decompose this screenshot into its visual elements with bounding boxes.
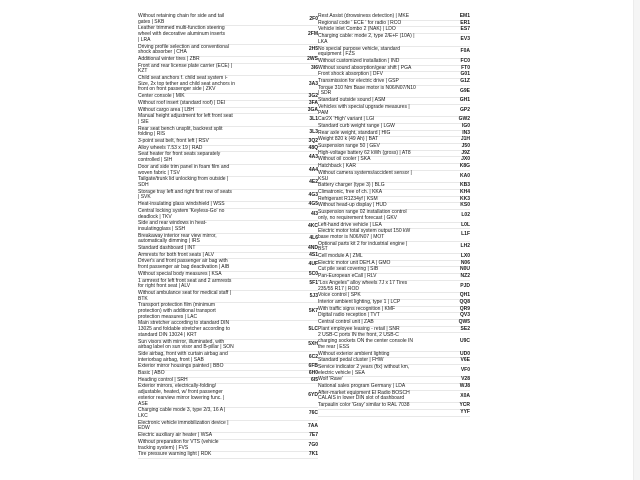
- equipment-description: Alloy wheels 7.53 x 19 | RAD: [138, 144, 203, 151]
- equipment-description: Optional parts kit 2 for industrial engine | BST: [318, 240, 408, 253]
- equipment-row: [138, 76, 318, 94]
- equipment-description: 3-point seat belt, front left | RSV: [138, 138, 209, 145]
- equipment-description: Interior ambient lighting, type 1 | LCP: [318, 298, 401, 305]
- equipment-code: L02: [461, 211, 470, 218]
- equipment-code: EV3: [460, 35, 470, 42]
- equipment-description: Without customized installation | IND: [318, 57, 400, 64]
- equipment-description: Plant employee leasing - retail | SNR: [318, 325, 400, 332]
- equipment-code: SE2: [460, 325, 470, 332]
- equipment-code: NZ2: [460, 273, 470, 280]
- equipment-code: 4S1: [309, 251, 318, 258]
- equipment-description: Exterior mirrors, electrically-folding/ adjustable, heated, w/ front passenger exterior rearview mirror lowering func. | ASE: [138, 383, 225, 407]
- equipment-row: [318, 333, 470, 351]
- equipment-code: PJD: [460, 282, 470, 289]
- equipment-code: FT0: [461, 64, 470, 71]
- equipment-code: JX0: [461, 156, 470, 163]
- equipment-row: [138, 259, 318, 271]
- equipment-description: Armrests for both front seats | ALV: [138, 251, 214, 258]
- equipment-description: Suspension range 50 | GEV: [318, 143, 380, 150]
- equipment-description: Storage tray left and right first row of seats | SVK: [138, 188, 232, 201]
- equipment-code: 6YD: [308, 392, 318, 399]
- equipment-description: Charging cable mode 3, type 2/3, 16 A | LKC: [138, 407, 226, 419]
- equipment-code: 3L3: [309, 128, 318, 135]
- equipment-description: Without special body measures | KSA: [138, 270, 222, 277]
- equipment-code: J9Z: [461, 149, 470, 156]
- equipment-code: F0A: [460, 48, 470, 55]
- equipment-description: Without head-up display | HUD: [318, 202, 387, 209]
- equipment-code: 2H5: [308, 46, 318, 53]
- equipment-description: Basic | ABO: [138, 370, 165, 377]
- equipment-code: 6FB: [308, 363, 318, 370]
- equipment-code: QW5: [458, 319, 470, 326]
- equipment-code: YCR: [459, 402, 470, 409]
- equipment-code: 5LC: [308, 326, 318, 333]
- equipment-description: Climatronic, free of ch. | KKA: [318, 188, 383, 195]
- equipment-row: [138, 364, 318, 371]
- equipment-code: 4KC: [307, 223, 318, 230]
- equipment-code: G1Z: [460, 78, 470, 85]
- equipment-row: [138, 303, 318, 321]
- equipment-description: Service indicator 2 years (fix) without km, electric vehicle | SEA: [318, 363, 410, 376]
- equipment-code: KK3: [459, 195, 470, 202]
- equipment-row: [138, 384, 318, 408]
- equipment-description: Regional code ' ECE ' for radio | RCO: [318, 19, 402, 26]
- equipment-code: LH2: [460, 243, 470, 250]
- equipment-description: Voice control | SPK: [318, 292, 361, 299]
- equipment-code: 2F0: [309, 15, 318, 22]
- equipment-code: 4ND: [307, 245, 318, 252]
- equipment-code: KS0: [460, 202, 470, 209]
- equipment-code: V28: [461, 376, 470, 383]
- equipment-code: 4A4: [308, 166, 318, 173]
- equipment-description: Hatchback | KAR: [318, 163, 356, 170]
- equipment-code: ER1: [460, 19, 470, 26]
- equipment-description: Electric motor unit DEH.A | GMO: [318, 259, 391, 266]
- equipment-description: "Los Angeles" alloy wheels 7J x 17 Tires 235/55 R17 | ROD: [318, 279, 408, 292]
- equipment-description: Electronic vehicle immobilization device | EDW: [138, 419, 229, 432]
- equipment-description: Transmission for electric drive | GSP: [318, 78, 399, 85]
- equipment-code: WJ8: [459, 383, 470, 390]
- equipment-code: 4G5: [308, 201, 318, 208]
- equipment-code: 6I5: [311, 376, 318, 383]
- equipment-description: Driver's and front passenger air bag with front passenger air bag deactivation | AIB: [138, 258, 230, 271]
- equipment-code: 4E2: [309, 179, 318, 186]
- equipment-description: 1 armrest for left front seat and 2 armrests for right front seat | ALV: [138, 277, 232, 290]
- equipment-description: Without exterior ambient lighting: [318, 350, 390, 357]
- equipment-description: Heading control | SRH: [138, 376, 188, 383]
- equipment-description: Exterior mirror housings painted | BBO: [138, 363, 224, 370]
- equipment-row: [138, 114, 318, 126]
- equipment-code: V6E: [460, 357, 470, 364]
- equipment-description: Side and rear windows in heat- insulatingglass | SSH: [138, 220, 207, 232]
- equipment-code: 3FA: [308, 99, 318, 106]
- equipment-code: G9E: [459, 87, 470, 94]
- equipment-code: 4A3: [308, 154, 318, 161]
- equipment-description: Central control unit | ZAB: [318, 319, 374, 326]
- equipment-row: [318, 229, 470, 241]
- equipment-description: Torque 310 Nm Base motor is N06/N07/N10 | SDR: [318, 84, 416, 97]
- equipment-code: 4UF: [308, 261, 318, 268]
- equipment-description: Center console | MIK: [138, 93, 185, 100]
- equipment-code: 48Q: [308, 144, 318, 151]
- equipment-code: 2FM: [308, 31, 318, 38]
- equipment-code: 7E7: [309, 432, 318, 439]
- equipment-description: Wolf 'Rave': [318, 376, 343, 383]
- equipment-description: Without preparation for VTS (vehicle tracking system) | FVS: [138, 438, 219, 451]
- equipment-description: Rest Assist (drowsiness detection) | MKE: [318, 13, 410, 19]
- equipment-code: KA0: [459, 172, 470, 179]
- equipment-code: FC0: [460, 57, 470, 64]
- equipment-description: Without camera systems/accident sensor | KSU: [318, 169, 412, 182]
- equipment-row: [138, 177, 318, 189]
- equipment-description: Standard curb weight range | LGW: [318, 122, 395, 129]
- equipment-description: Refrigerant R1234yf | KSM: [318, 195, 378, 202]
- equipment-row: [318, 34, 470, 46]
- equipment-code: 7AA: [307, 422, 318, 429]
- equipment-row: [138, 321, 318, 339]
- equipment-description: Charging cable: mode 2, type 2/E+F (10A) | LKA: [318, 33, 415, 45]
- equipment-description: Cut pile seat covering | SIB: [318, 266, 379, 273]
- equipment-description: Side airbag, front with curtain airbag and interiorbag airbag, front | SAB: [138, 350, 228, 363]
- equipment-description: Digital radio reception | TVT: [318, 312, 380, 319]
- equipment-description: Front shock absorption | DFV: [318, 71, 383, 78]
- equipment-description: Door and side trim panel in foam film and woven fabric | TSV: [138, 163, 230, 176]
- equipment-description: National sales program Germany | LDA: [318, 383, 406, 390]
- equipment-code: 5J3: [309, 292, 318, 299]
- equipment-description: Suspension range 02 installation control only, no requirement forecast | GKV: [318, 209, 407, 221]
- equipment-description: Leather trimmed multi-function steering wheel with decorative aluminum inserts | LRA: [138, 25, 225, 43]
- equipment-description: Weight 820 k (49 Ah) | BAT: [318, 136, 379, 143]
- equipment-description: After-market equipment El Radio BOSCH CALAIS in lower DIN slot of dashboard: [318, 389, 410, 402]
- equipment-code: J50: [461, 143, 470, 150]
- equipment-code: ES7: [460, 26, 470, 33]
- equipment-row: [318, 410, 470, 417]
- equipment-description: Rear axle weight, standard | HIG: [318, 129, 391, 136]
- equipment-code: GW2: [458, 116, 470, 123]
- equipment-code: GP2: [459, 106, 470, 113]
- equipment-row: [138, 26, 318, 44]
- equipment-description: Battery charger (type 3) | BLG: [318, 182, 385, 189]
- equipment-description: Breakaway interior rear view mirror, automatically dimming | IRS: [138, 232, 217, 245]
- equipment-description: Left-hand drive vehicle | LEA: [318, 221, 382, 228]
- equipment-code: 4G3: [308, 191, 318, 198]
- equipment-code: GH1: [459, 97, 470, 104]
- equipment-row: [318, 403, 470, 410]
- equipment-description: 2 USB-C ports IN the front, 2 USB-C charging sockets ON the center console IN the rear | ESS: [318, 332, 414, 350]
- equipment-description: Rear seat bench unsplit, backrest split folding | RIS: [138, 125, 223, 138]
- equipment-description: With traffic signs recognition | KMF: [318, 305, 396, 312]
- equipment-code: YYF: [460, 408, 470, 415]
- equipment-description: Without ambulance seat for medical staff | BTK: [138, 289, 231, 302]
- equipment-code: QR9: [459, 305, 470, 312]
- page-edge: [633, 0, 640, 480]
- equipment-code: 3G2: [308, 93, 318, 100]
- equipment-code: 3Q2: [308, 138, 318, 145]
- equipment-description: Tire pressure warning light | RDK: [138, 451, 212, 458]
- equipment-description: Driving profile selection and conventional shock absorber | CHA: [138, 43, 229, 56]
- equipment-row: [318, 210, 470, 222]
- equipment-description: Child seat anchors f. child seat system i- Size, 2x top tether and child seat anchors in front on front passenger side | ZKV: [138, 75, 236, 93]
- equipment-description: Sun visors with mirror, illuminated, with airbag label on sun visor and B-pillar | SON: [138, 338, 234, 351]
- equipment-description: Electric motor total system output 150 kW base motor is N06/N07 | MOT: [318, 228, 411, 240]
- equipment-description: Cell module A | ZML: [318, 253, 363, 260]
- equipment-column-left: [138, 14, 318, 459]
- equipment-description: Pan-European eCall | RLV: [318, 273, 377, 280]
- equipment-description: Without sound absorption/gear shift | PGA: [318, 64, 412, 71]
- equipment-code: 6C2: [308, 353, 318, 360]
- equipment-row: [138, 452, 318, 459]
- equipment-code: 3GA: [307, 106, 318, 113]
- equipment-code: L1F: [461, 231, 470, 238]
- equipment-description: Additional winter tires | ZBR: [138, 55, 200, 62]
- equipment-description: Standard pedal cluster | FHW: [318, 357, 384, 364]
- equipment-code: K8G: [459, 163, 470, 170]
- equipment-description: Front and rear license plate carrier (ECE) | KZT: [138, 62, 233, 75]
- equipment-code: IG0: [461, 122, 470, 129]
- equipment-code: QV3: [459, 312, 470, 319]
- equipment-code: X0A: [460, 392, 470, 399]
- equipment-code: 5K7: [308, 308, 318, 315]
- equipment-description: Without roof insert (standard roof) | DEI: [138, 99, 226, 106]
- equipment-code: 7G0: [308, 441, 318, 448]
- equipment-description: Seat heater for front seats separately controlled | SIH: [138, 151, 221, 164]
- equipment-description: Manual height adjustment for left front seat | SIE: [138, 113, 233, 125]
- equipment-description: Vehicle inlet Combo 2 (NAK) | LDO: [318, 26, 396, 33]
- equipment-code: G01: [460, 71, 470, 78]
- equipment-code: N0U: [459, 266, 470, 273]
- equipment-row: [138, 221, 318, 233]
- equipment-description: Tarpaulin color 'Gray' similar to RAL 7038: [318, 402, 410, 409]
- equipment-code: VF0: [460, 366, 470, 373]
- equipment-code: 5C0: [308, 270, 318, 277]
- equipment-column-right: [318, 14, 470, 417]
- equipment-code: 4I3: [311, 210, 318, 217]
- equipment-code: L0L: [461, 221, 470, 228]
- equipment-code: LX0: [460, 253, 470, 260]
- equipment-code: 2WS: [307, 55, 318, 62]
- equipment-code: UD0: [459, 350, 470, 357]
- equipment-description: Main stretcher according to standard DIN 13025 and foldable stretcher according to standard DIN 13024 | KRT: [138, 320, 231, 338]
- equipment-description: Transport protection film (minimum protection) with additional transport protection measures | LAC: [138, 302, 216, 320]
- equipment-code: 3A3: [308, 80, 318, 87]
- equipment-description: High-voltage battery 62 kWh (gross) | AT8: [318, 149, 411, 156]
- equipment-description: Without cargo area | LBH: [138, 106, 195, 113]
- equipment-code: KH4: [459, 188, 470, 195]
- equipment-row: [138, 408, 318, 420]
- equipment-code: N06: [460, 259, 470, 266]
- equipment-code: 3I6: [311, 65, 318, 72]
- equipment-code: U9C: [459, 338, 470, 345]
- equipment-description: Without oil cooler | SKA: [318, 156, 371, 163]
- equipment-description: Central locking system 'Keyless-Go' no deadlock | TKV: [138, 207, 225, 220]
- equipment-description: Electric auxiliary air heater | WSA: [138, 432, 213, 439]
- equipment-code: 4L6: [309, 235, 318, 242]
- equipment-code: QH1: [459, 292, 470, 299]
- equipment-code: IN3: [462, 129, 470, 136]
- equipment-code: 5F1: [309, 280, 318, 287]
- equipment-description: Heat-insulating glass windshield | WSS: [138, 201, 225, 208]
- equipment-code: KB3: [459, 182, 470, 189]
- equipment-code: 3L1: [309, 116, 318, 123]
- equipment-code: J1H: [460, 136, 470, 143]
- equipment-code: EM1: [459, 13, 470, 19]
- equipment-code: 5XH: [308, 341, 318, 348]
- equipment-code: 6H0: [308, 370, 318, 377]
- equipment-description: Standard outside sound | ASM: [318, 97, 386, 104]
- equipment-description: Tailgate/trunk lid unlocking from outside | SDH: [138, 176, 229, 188]
- equipment-description: Car2X 'High' variant | LGI: [318, 116, 375, 123]
- equipment-description: Vehicles with special upgrade measures | PAM: [318, 103, 410, 116]
- equipment-code: QQ8: [459, 298, 470, 305]
- equipment-description: No special purpose vehicle, standard equipment | FZS: [318, 45, 400, 58]
- equipment-row: [138, 152, 318, 164]
- equipment-code: 76C: [308, 410, 318, 417]
- equipment-description: Without retaining chain for side and tail gates | SKB: [138, 13, 225, 25]
- equipment-description: Standard dashboard | INT: [138, 245, 196, 252]
- equipment-code: 7K1: [308, 451, 318, 458]
